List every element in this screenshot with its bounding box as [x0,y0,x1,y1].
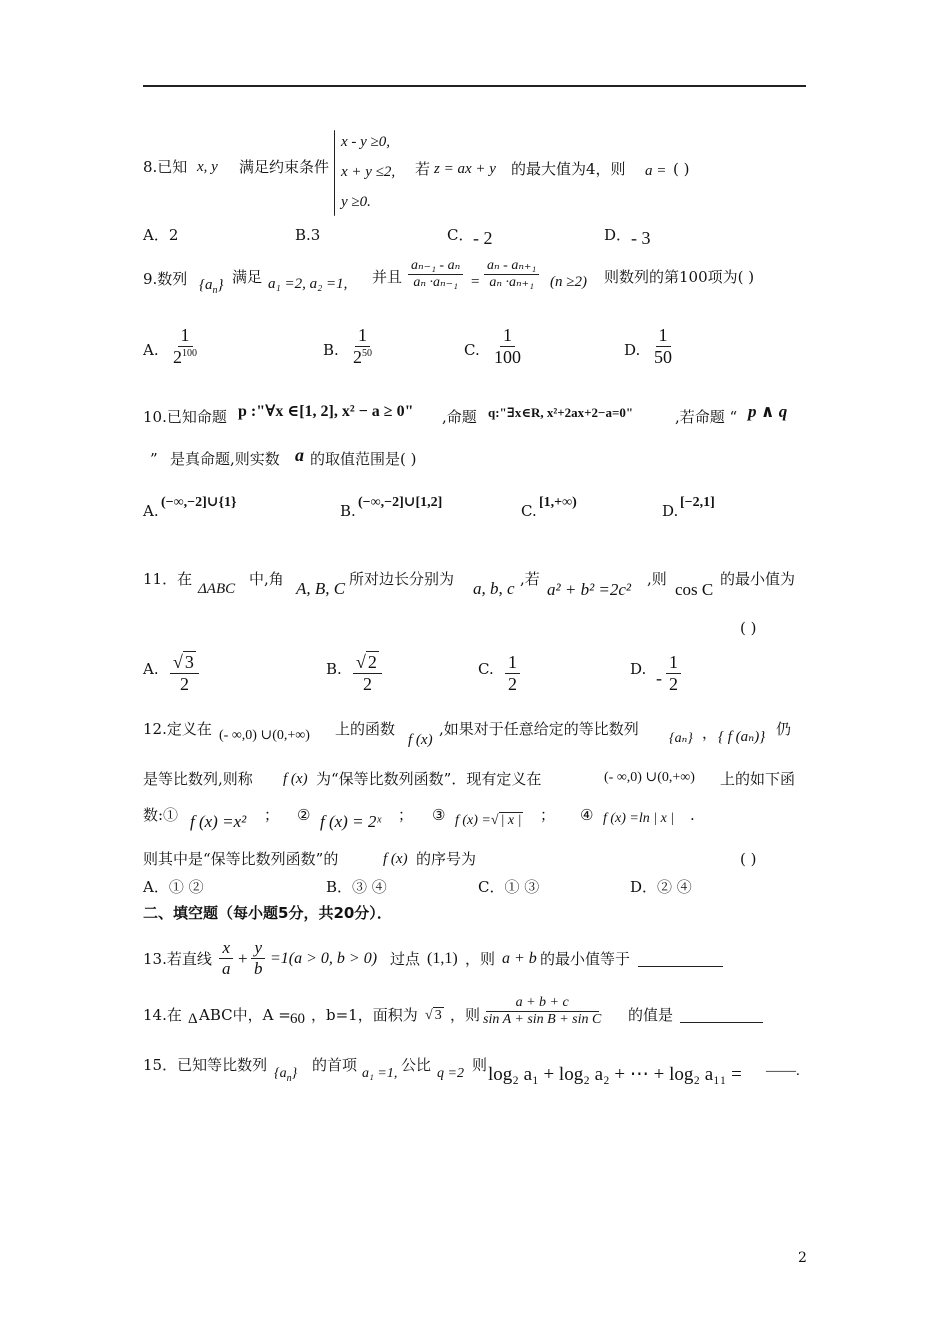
q8-option-d-label: D． [604,226,632,244]
q12-line2-a: 是等比数列,则称 [143,770,253,788]
q11-mid3: ,若 [520,570,540,588]
q12-line2-b: 为“保等比数列函数”．现有定义在 [316,770,542,788]
q12-end: . [690,806,695,824]
q12-comma: ， [702,724,718,742]
q14-fraction: $\frac{a + b + c}{\text{sin A + sin B + sin C}}$ [483,995,602,1028]
q12-num-4: ④ [580,806,594,824]
q14-prefix: 14.在 [143,1006,182,1024]
q10-option-d: [−2,1] [680,495,715,510]
q11-option-b: $\frac{√ 2}{2}$ [353,652,382,694]
q13-fraction-y: $\frac{y}{b}$ [251,938,266,978]
q13-point: (1,1) [427,950,458,967]
q12-fx-3: f (x) [383,851,408,867]
q11-equation: a² + b² =2c² [547,580,632,599]
q10-quote-close: ” [150,450,158,468]
q11-option-d-label: D. [630,660,647,678]
q10-option-d-label: D. [662,502,679,520]
q9-fraction-1: $\frac{\text{aₙ₋₁ - aₙ}}{\text{aₙ ·aₙ₋₁}}$ [408,258,463,291]
q8-mid: 满足约束条件 [239,158,330,176]
q8-objective: z = ax + y [434,161,496,177]
q12-domain: (- ∞,0) ∪(0,+∞) [219,728,310,743]
q10-mid: ,命题 [442,408,477,426]
q11-option-a: $\frac{√ 3}{2}$ [170,652,199,694]
q9-mid: 满足 [232,268,263,286]
q12-sep-2: ； [398,806,414,824]
q11-option-c: $\frac{1}{2}$ [505,652,520,694]
q12-line4-b: 的序号为 [416,850,477,868]
q14-mid2: ，则 [450,1006,481,1024]
q11-paren: ( ) [740,619,757,637]
q10-p-and-q: p ∧ q [748,402,788,421]
q8-tail: 的最大值为4，则 [511,160,626,178]
q9-prefix: 9.数列 [143,270,188,288]
q12-sep-3: ； [540,806,556,824]
q12-line3-a: 数:① [143,806,179,824]
q14-answer-blank[interactable] [680,1006,763,1023]
q13-sum: a + b [502,950,537,967]
q10-option-a-label: A. [143,502,159,520]
q9-option-c: $\frac{1}{100}$ [494,325,521,367]
q12-function-2: f (x) = 2ˣ [320,812,382,831]
q8-prefix: 8.已知 [143,158,188,176]
q10-option-a: (−∞,−2]∪{1} [161,495,237,510]
q15-first-term: a₁ =1, [362,1066,398,1081]
q9-option-b: $\frac{1}{2^{50}}$ [353,325,372,367]
q10-option-b-label: B. [340,502,356,520]
q12-option-d: D．② ④ [630,878,692,896]
q9-condition: (n ≥2) [550,274,587,290]
q9-fraction-2: $\frac{\text{aₙ - aₙ₊₁}}{\text{aₙ ·aₙ₊₁}}$ [484,258,539,291]
q15-then: 则 [472,1056,488,1074]
q15-ratio: q =2 [437,1066,464,1081]
q10-option-b: (−∞,−2]∪[1,2] [358,495,443,510]
q9-option-d: $\frac{1}{50}$ [654,325,672,367]
q12-domain-2: (- ∞,0) ∪(0,+∞) [604,770,695,785]
q13-plus: + [238,949,248,968]
q13-mid2: ，则 [465,950,496,968]
q11-sides: a, b, c [473,579,515,598]
q12-option-c: C．① ③ [478,878,540,896]
page-number: 2 [798,1250,807,1266]
q14-mid: ，b=1，面积为 [311,1006,418,1024]
q11-option-b-label: B. [326,660,342,678]
header-rule [143,85,806,87]
q11-mid1: 中,角 [249,570,284,588]
q13-fraction-x: $\frac{x}{a}$ [219,938,234,978]
q12-line2-c: 上的如下函 [720,770,796,788]
q11-mid2: 所对边长分别为 [349,570,455,588]
q8-option-d: - 3 [631,228,651,248]
q13-condition: =1(a > 0, b > 0) [270,950,378,967]
q11-cos: cos C [675,580,714,599]
q8-a: a = [645,163,667,179]
q8-vars: x, y [197,159,218,175]
q15-mid2: 公比 [401,1056,432,1074]
q11-mid4: ,则 [647,570,667,588]
q8-option-c-label: C． [447,226,474,244]
q8-constraint-3: y ≥0. [341,194,371,210]
q12-line1-b: 上的函数 [335,720,396,738]
q11-option-d-sign: - [656,668,662,688]
q9-option-b-label: B. [323,341,339,359]
q8-constraint-1: x - y ≥0, [341,134,391,150]
q9-option-c-label: C. [464,341,480,359]
q9-option-a-label: A. [143,341,159,359]
q9-equals: = [471,274,480,290]
q8-option-b: B.3 [295,226,321,244]
q12-paren: ( ) [740,850,757,868]
q12-sep-1: ； [264,806,280,824]
q15-sequence: $\{a_n\}$ [274,1066,298,1084]
q15-prefix: 15．已知等比数列 [143,1056,268,1074]
section-2-heading: 二、填空题（每小题5分，共20分）． [143,904,392,922]
q12-function-3: f (x) =√ | x | [455,813,522,828]
q12-fx-2: f (x) [283,771,308,787]
q12-line1-e: 仍 [776,720,792,738]
q14-abc: ABC中，A = [199,1006,291,1024]
q15-expression: log₂ a₁ + log₂ a₂ + ⋯ + log₂ a₁₁ = [488,1064,742,1085]
q8-if: 若 [415,160,431,178]
q10-line2: 是真命题,则实数 [170,450,280,468]
q14-angle: 60 [290,1011,305,1027]
q13-tail: 的最小值等于 [540,950,631,968]
q9-option-a: $\frac{1}{2^{100}}$ [173,325,197,367]
q9-sequence: $\{a_n\}$ [199,277,224,296]
q13-mid: 过点 [390,950,421,968]
q8-option-c: - 2 [473,228,493,248]
q9-and: 并且 [372,268,403,286]
q12-line1-a: 12.定义在 [143,720,212,738]
q15-end: ——. [766,1063,800,1079]
q8-option-a: A．2 [143,226,179,244]
q9-initial: a₁ =2, a₂ =1, [268,276,348,292]
q10-prefix: 10.已知命题 [143,408,227,426]
q10-proposition-q: q:"∃x∈R, x²+2ax+2−a=0" [488,405,634,420]
q8-paren: ( ) [673,160,690,178]
q9-option-d-label: D. [624,341,641,359]
q14-triangle: Δ [188,1011,198,1027]
q12-num-3: ③ [432,806,446,824]
q11-prefix: 11．在 [143,570,193,588]
q12-fan: { f (aₙ)} [718,729,766,745]
q12-fx: f (x) [408,732,433,748]
q14-root: √ 3 [425,1008,442,1023]
q9-tail: 则数列的第100项为( ) [604,268,755,286]
q12-function-4: f (x) =ln | x | [603,811,675,826]
q13-answer-blank[interactable] [638,950,723,967]
q15-mid: 的首项 [312,1056,358,1074]
constraint-brace [334,130,335,216]
q8-constraint-2: x + y ≤2, [341,164,396,180]
q10-option-c: [1,+∞) [539,495,577,510]
q11-tail: 的最小值为 [720,570,796,588]
q12-line4-a: 则其中是“保等比数列函数”的 [143,850,339,868]
q12-line1-c: ,如果对于任意给定的等比数列 [439,720,639,738]
q11-angles: A, B, C [296,579,346,598]
q12-an: {aₙ} [669,731,693,746]
q14-tail: 的值是 [628,1006,674,1024]
q10-line2-tail: 的取值范围是( ) [310,450,417,468]
q10-tail: ,若命题 “ [675,408,738,426]
q11-option-a-label: A. [143,660,159,678]
q13-prefix: 13.若直线 [143,950,212,968]
q12-option-b: B．③ ④ [326,878,387,896]
q12-function-1: f (x) =x² [190,812,247,831]
q10-proposition-p: p :"∀x ∈[1, 2], x² − a ≥ 0" [238,403,414,420]
q11-triangle: ΔABC [198,581,236,597]
q10-option-c-label: C. [521,502,537,520]
q11-option-d: $\frac{1}{2}$ [666,652,681,694]
q12-option-a: A．① ② [143,878,204,896]
q10-a: a [295,445,304,465]
q11-option-c-label: C. [478,660,494,678]
q12-num-2: ② [297,806,311,824]
